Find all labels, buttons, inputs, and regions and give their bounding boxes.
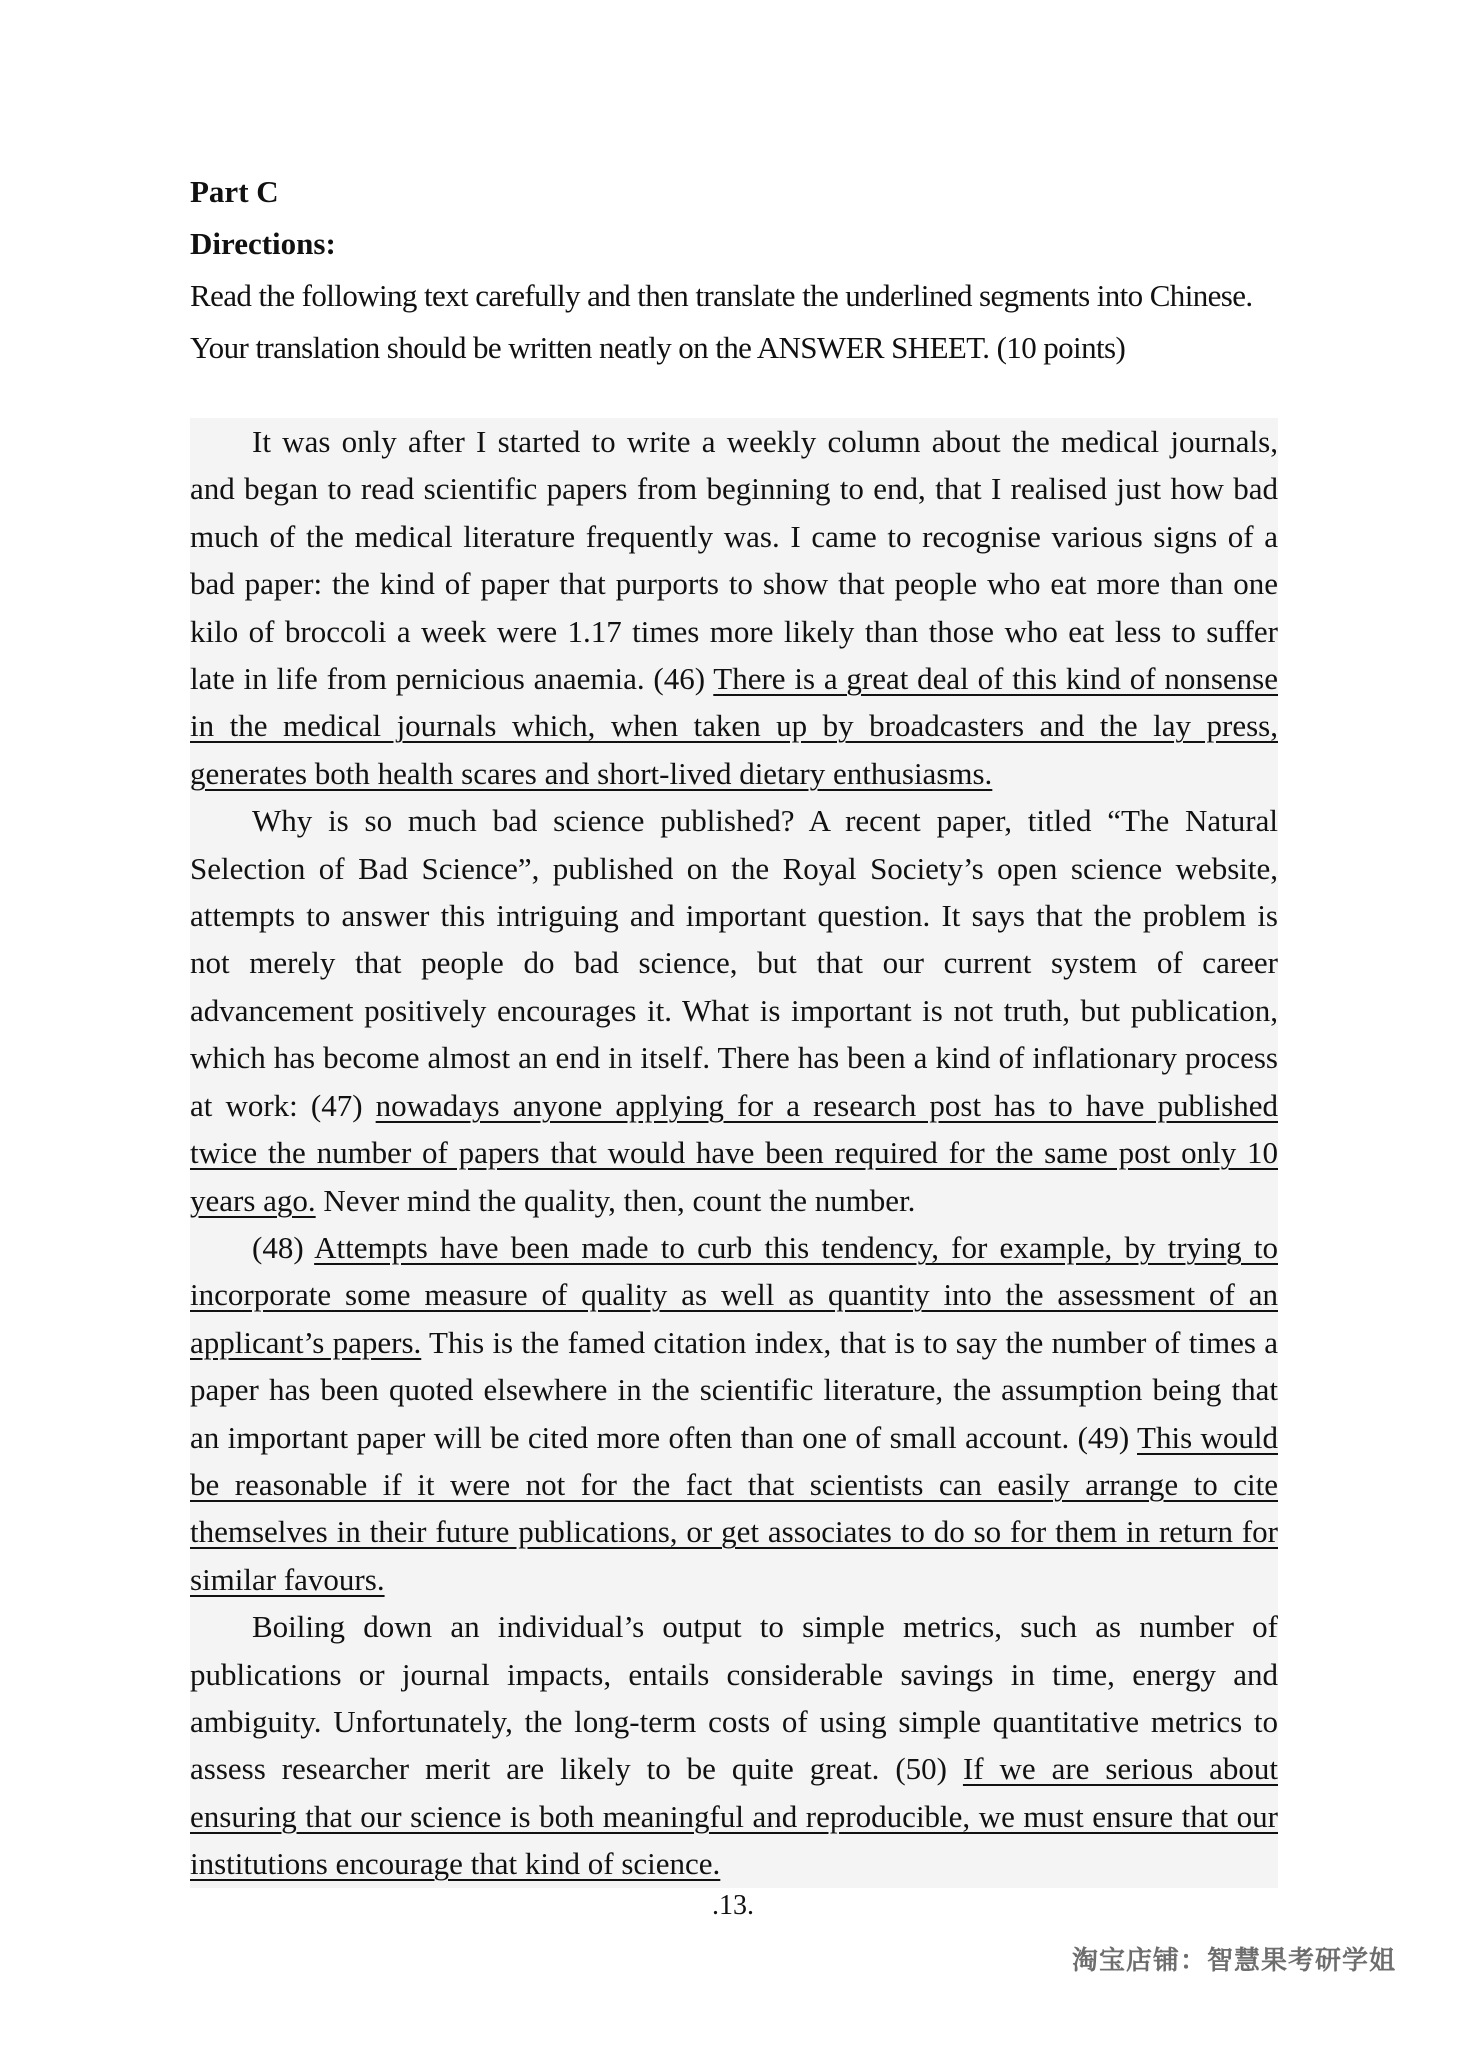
paragraph-4 [190,1603,1278,1887]
directions-text-line-1: Read the following text carefully and then translate the underlined segments into Chinese. [190,278,1253,313]
shop-watermark: 淘宝店铺：智慧果考研学姐 [1071,1946,1396,1976]
paragraph-2 [190,797,1278,1224]
underlined-segment-48: Attempts have been made to curb this tendency, for example, by trying to incorporate some measure of quality as well as quantity into the assessment of an applicant’s papers. [190,1229,1278,1360]
paragraph-text: It was only after I started to write a weekly column about the medical journals, and began to read scientific papers from beginning to end, that I realised just how bad much of the medical literature frequently was. I came to recognise various signs of a bad paper: the kind of paper that purports to show that people who eat more than one kilo of broccoli a week were 1.17 times more likely than those who eat less to suffer late in life from pernicious anaemia. (46) [190,424,1278,697]
paragraph-text: Why is so much bad science published? A recent paper, titled “The Natural Selection of Bad Science”, published on the Royal Society’s open science website, attempts to answer this intriguing and important question. It says that the problem is not merely that people do bad science, but that our current system of career advancement positively encourages it. What is important is not truth, but publication, which has become almost an end in itself. There has been a kind of inflationary process at work: (47) [190,803,1278,1123]
paragraph-text: Boiling down an individual’s output to simple metrics, such as number of publications or journal impacts, entails considerable savings in time, energy and ambiguity. Unfortunately, the long-term costs of using simple quantitative metrics to assess researcher merit are likely to be quite great. (50) [190,1609,1278,1787]
underlined-segment-47: nowadays anyone applying for a research post has to have published twice the number of papers that would have been required for the same post only 10 years ago. [190,1087,1278,1218]
part-title: Part C [190,174,279,209]
underlined-segment-49: This would be reasonable if it were not for the fact that scientists can easily arrange to cite themselves in their future publications, or get associates to do so for them in return for similar favours. [190,1419,1278,1597]
paragraph-1 [190,418,1278,797]
page-number: .13. [712,1890,754,1921]
paragraph-text: Never mind the quality, then, count the number. [315,1182,916,1218]
paragraph-text: This is the famed citation index, that is to say the number of times a paper has been quoted elsewhere in the scientific literature, the assumption being that an important paper will be cited more often than one of small account. (49) [190,1324,1278,1455]
paragraph-text: (48) [252,1229,315,1265]
underlined-segment-46: There is a great deal of this kind of nonsense in the medical journals which, when taken up by broadcasters and the lay press, generates both health scares and short-lived dietary enthusiasms. [190,661,1279,791]
underlined-segment-50: If we are serious about ensuring that our science is both meaningful and reproducible, we must ensure that our institutions encourage that kind of science. [190,1751,1278,1882]
directions-text-line-2: Your translation should be written neatly on the ANSWER SHEET. (10 points) [190,330,1126,365]
paragraph-3 [190,1224,1278,1603]
reading-passage [190,418,1278,1888]
directions-label: Directions: [190,226,336,261]
